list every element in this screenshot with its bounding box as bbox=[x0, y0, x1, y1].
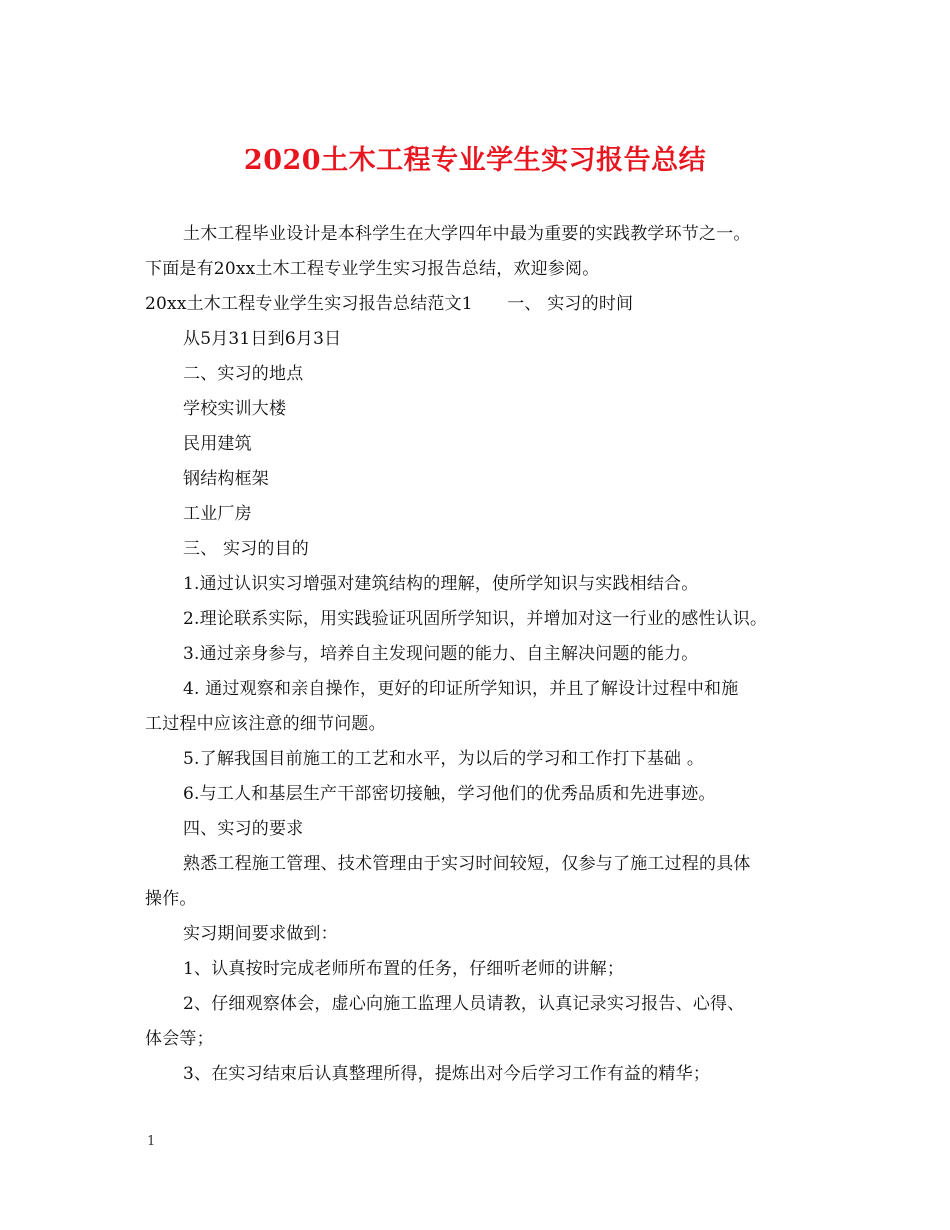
paragraph-line: 下面是有20xx土木工程专业学生实习报告总结，欢迎参阅。 bbox=[145, 259, 600, 279]
document-title: 2020土木工程专业学生实习报告总结 bbox=[243, 145, 707, 176]
list-item: 2.理论联系实际，用实践验证巩固所学知识，并增加对这一行业的感性认识。 bbox=[183, 609, 768, 629]
list-item: 1.通过认识实习增强对建筑结构的理解，使所学知识与实践相结合。 bbox=[183, 574, 699, 594]
paragraph-line: 民用建筑 bbox=[183, 434, 252, 454]
list-item-continuation: 体会等； bbox=[145, 1029, 214, 1049]
list-item: 4. 通过观察和亲自操作，更好的印证所学知识，并且了解设计过程中和施 bbox=[183, 679, 739, 699]
list-item: 6.与工人和基层生产干部密切接触，学习他们的优秀品质和先进事迹。 bbox=[183, 784, 716, 804]
paragraph-line: 土木工程毕业设计是本科学生在大学四年中最为重要的实践教学环节之一。 bbox=[183, 224, 751, 244]
list-item: 1、认真按时完成老师所布置的任务，仔细听老师的讲解； bbox=[183, 959, 625, 979]
list-item: 3、在实习结束后认真整理所得，提炼出对今后学习工作有益的精华； bbox=[183, 1064, 711, 1084]
paragraph-line: 操作。 bbox=[145, 889, 197, 909]
paragraph-line: 工业厂房 bbox=[183, 504, 252, 524]
section-heading: 三、 实习的目的 bbox=[183, 539, 310, 559]
paragraph-line: 钢结构框架 bbox=[183, 469, 269, 489]
list-item-continuation: 工过程中应该注意的细节问题。 bbox=[145, 714, 386, 734]
page-number: 1 bbox=[147, 1134, 156, 1149]
list-item: 2、仔细观察体会，虚心向施工监理人员请教，认真记录实习报告、心得、 bbox=[183, 994, 745, 1014]
paragraph-line: 熟悉工程施工管理、技术管理由于实习时间较短，仅参与了施工过程的具体 bbox=[183, 854, 751, 874]
paragraph-line: 20xx土木工程专业学生实习报告总结范文1 一、 实习的时间 bbox=[145, 294, 634, 314]
list-item: 5.了解我国目前施工的工艺和水平，为以后的学习和工作打下基础 。 bbox=[183, 749, 705, 769]
list-item: 3.通过亲身参与，培养自主发现问题的能力、自主解决问题的能力。 bbox=[183, 644, 699, 664]
paragraph-line: 学校实训大楼 bbox=[183, 399, 287, 419]
section-heading: 四、实习的要求 bbox=[183, 819, 304, 839]
section-heading: 二、实习的地点 bbox=[183, 364, 304, 384]
paragraph-line: 从5月31日到6月3日 bbox=[183, 329, 342, 349]
paragraph-line: 实习期间要求做到： bbox=[183, 924, 338, 944]
